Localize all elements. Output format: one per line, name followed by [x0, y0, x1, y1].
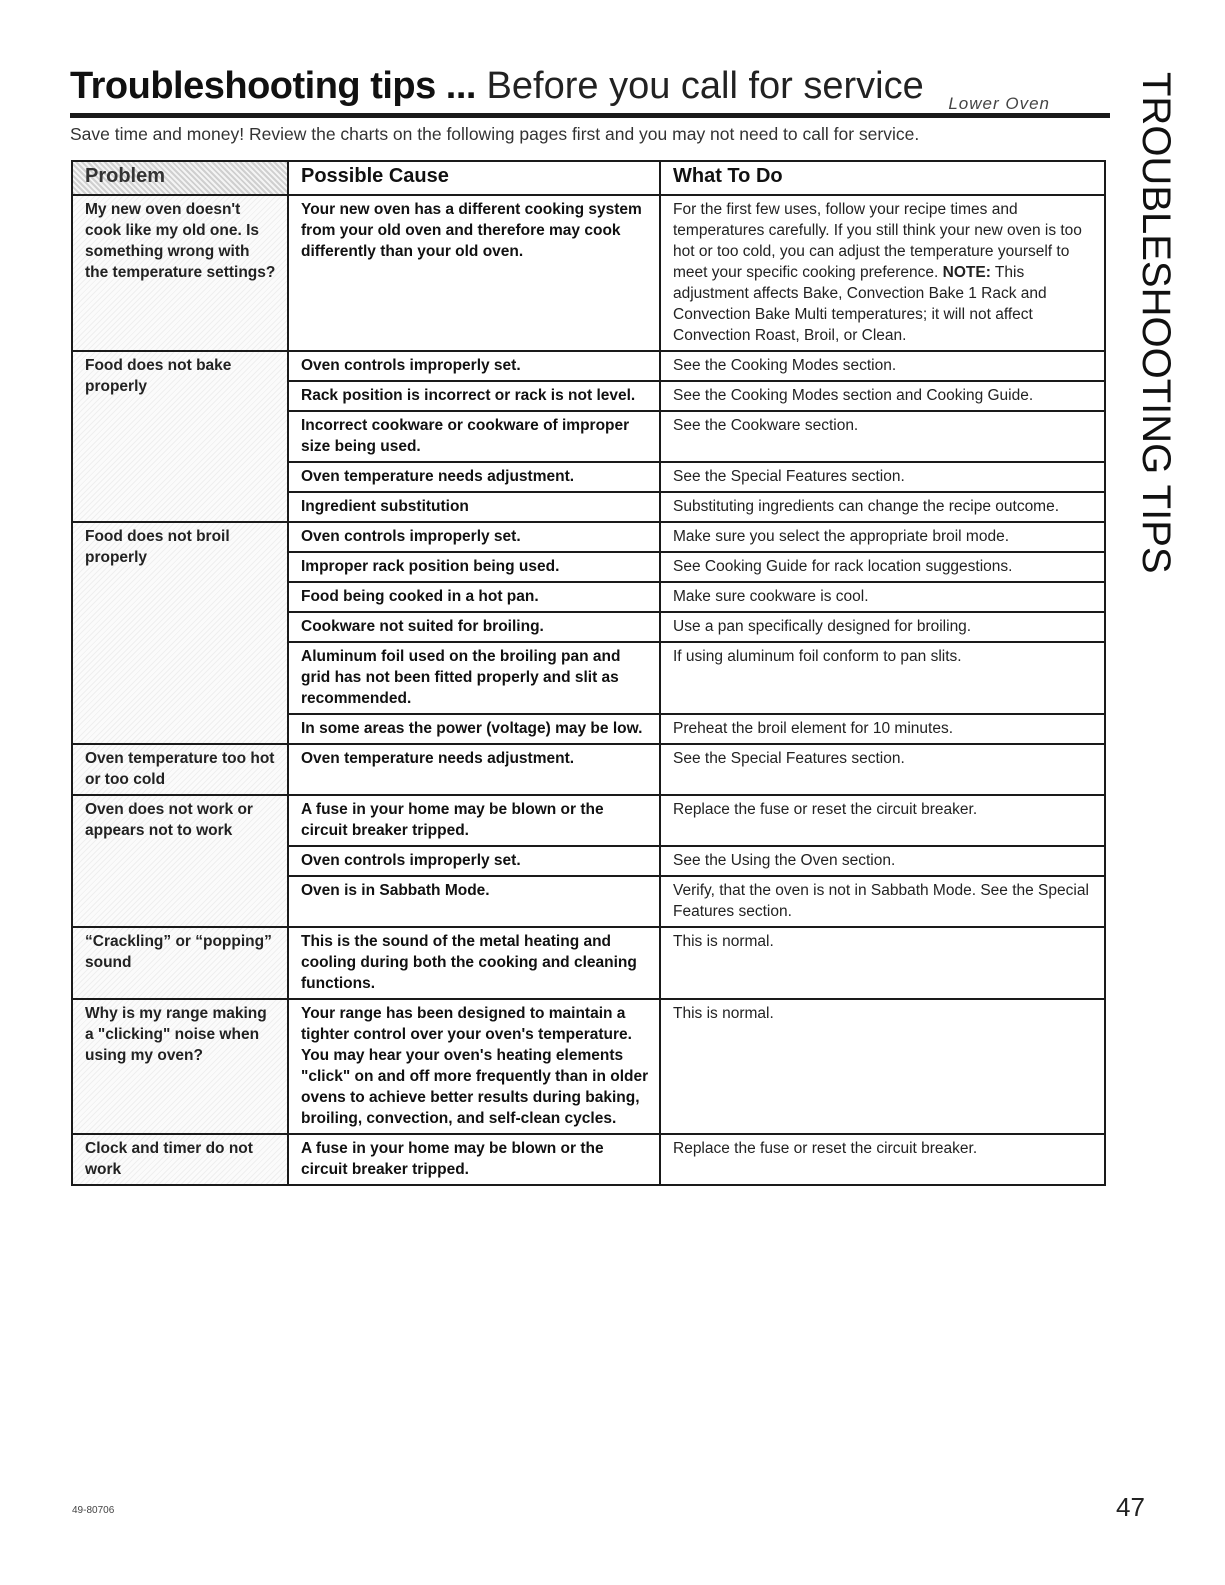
todo-cell: Preheat the broil element for 10 minutes. — [660, 714, 1105, 744]
cause-cell: Food being cooked in a hot pan. — [288, 582, 660, 612]
table-row — [72, 927, 1105, 999]
cause-cell: Rack position is incorrect or rack is not level. — [288, 381, 660, 411]
todo-cell — [660, 195, 1105, 351]
title-rule — [70, 113, 1110, 118]
table-row — [72, 999, 1105, 1134]
page-title — [70, 64, 1110, 113]
todo-cell: Replace the fuse or reset the circuit breaker. — [660, 795, 1105, 846]
todo-cell: Replace the fuse or reset the circuit breaker. — [660, 1134, 1105, 1185]
problem-cell: Food does not bake properly — [72, 351, 288, 522]
cause-cell: A fuse in your home may be blown or the circuit breaker tripped. — [288, 795, 660, 846]
page-number: 47 — [1116, 1492, 1145, 1522]
cause-cell: Improper rack position being used. — [288, 552, 660, 582]
todo-cell: Use a pan specifically designed for broiling. — [660, 612, 1105, 642]
cause-cell: Oven temperature needs adjustment. — [288, 744, 660, 795]
cause-cell: This is the sound of the metal heating and cooling during both the cooking and cleaning functions. — [288, 927, 660, 999]
table-row — [72, 1134, 1105, 1185]
todo-cell: See the Special Features section. — [660, 744, 1105, 795]
todo-cell: Verify, that the oven is not in Sabbath Mode. See the Special Features section. — [660, 876, 1105, 927]
side-tab-label: TROUBLESHOOTING TIPS — [1134, 72, 1178, 574]
note-label: NOTE: — [942, 264, 991, 281]
troubleshooting-table — [71, 160, 1106, 1186]
cause-cell: Oven controls improperly set. — [288, 522, 660, 552]
table-row — [72, 795, 1105, 846]
cause-cell: A fuse in your home may be blown or the circuit breaker tripped. — [288, 1134, 660, 1185]
todo-cell: See the Cookware section. — [660, 411, 1105, 462]
todo-cell: This is normal. — [660, 999, 1105, 1134]
problem-cell: My new oven doesn't cook like my old one. Is something wrong with the temperature settings? — [72, 195, 288, 351]
todo-text: For the first few uses, follow your recipe times and temperatures carefully. If you still think your new oven is too hot or too cold, you can adjust the temperature yourself to meet your specific cooking preference. — [673, 201, 1082, 281]
doc-code: 49-80706 — [72, 1505, 115, 1516]
todo-cell: Make sure you select the appropriate broil mode. — [660, 522, 1105, 552]
cause-cell: Your range has been designed to maintain a tighter control over your oven's temperature. You may hear your oven's heating elements "click" on and off more frequently than in older ovens to achieve better results during baking, broiling, convection, and self-clean cycles. — [288, 999, 660, 1134]
table-row — [72, 522, 1105, 552]
problem-cell: Food does not broil properly — [72, 522, 288, 744]
table-header-row — [72, 161, 1105, 195]
table-body — [72, 195, 1105, 1185]
title-subtitle: Lower Oven — [948, 94, 1050, 113]
table-row — [72, 195, 1105, 351]
problem-cell: Why is my range making a "clicking" noise when using my oven? — [72, 999, 288, 1134]
cause-cell: Oven temperature needs adjustment. — [288, 462, 660, 492]
todo-cell: Make sure cookware is cool. — [660, 582, 1105, 612]
header-problem: Problem — [72, 161, 288, 195]
table-row — [72, 351, 1105, 381]
problem-cell: “Crackling” or “popping” sound — [72, 927, 288, 999]
title-bold: Troubleshooting tips ... — [70, 65, 476, 107]
todo-text: This adjustment affects Bake, Convection Bake 1 Rack and Convection Bake Multi temperatures; it will not affect Convection Roast, Broil, or Clean. — [673, 264, 1047, 344]
problem-cell: Oven temperature too hot or too cold — [72, 744, 288, 795]
cause-cell: Oven controls improperly set. — [288, 351, 660, 381]
todo-cell: If using aluminum foil conform to pan slits. — [660, 642, 1105, 714]
cause-cell: In some areas the power (voltage) may be low. — [288, 714, 660, 744]
cause-cell: Ingredient substitution — [288, 492, 660, 522]
todo-cell: This is normal. — [660, 927, 1105, 999]
todo-cell: See the Special Features section. — [660, 462, 1105, 492]
side-tab — [1126, 72, 1186, 574]
intro-text: Save time and money! Review the charts on the following pages first and you may not need to call for service. — [70, 124, 920, 144]
cause-cell: Incorrect cookware or cookware of improper size being used. — [288, 411, 660, 462]
cause-cell: Aluminum foil used on the broiling pan and grid has not been fitted properly and slit as recommended. — [288, 642, 660, 714]
todo-cell: See Cooking Guide for rack location suggestions. — [660, 552, 1105, 582]
header-possible-cause: Possible Cause — [288, 161, 660, 195]
todo-cell: See the Cooking Modes section and Cooking Guide. — [660, 381, 1105, 411]
cause-cell: Oven controls improperly set. — [288, 846, 660, 876]
cause-cell: Oven is in Sabbath Mode. — [288, 876, 660, 927]
problem-cell: Oven does not work or appears not to work — [72, 795, 288, 927]
cause-cell: Your new oven has a different cooking system from your old oven and therefore may cook differently than your old oven. — [288, 195, 660, 351]
todo-cell: See the Using the Oven section. — [660, 846, 1105, 876]
problem-cell: Clock and timer do not work — [72, 1134, 288, 1185]
header-what-to-do: What To Do — [660, 161, 1105, 195]
table-row — [72, 744, 1105, 795]
cause-cell: Cookware not suited for broiling. — [288, 612, 660, 642]
todo-cell: Substituting ingredients can change the recipe outcome. — [660, 492, 1105, 522]
title-light: Before you call for service — [486, 65, 924, 107]
todo-cell: See the Cooking Modes section. — [660, 351, 1105, 381]
